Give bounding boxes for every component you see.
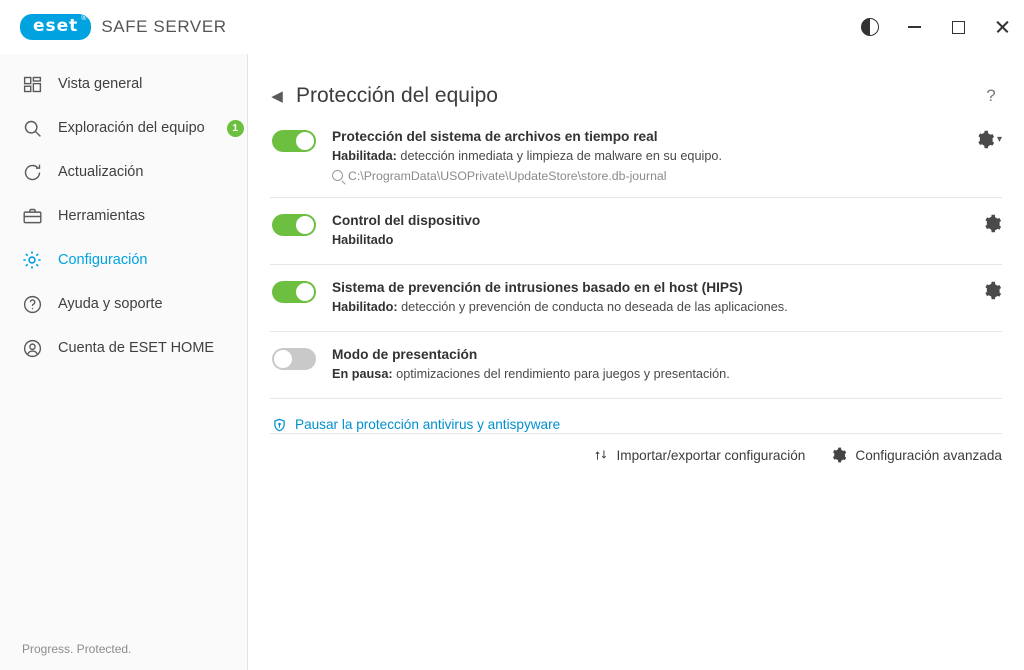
sidebar-item-label: Exploración del equipo — [58, 120, 205, 136]
sidebar-nav — [0, 54, 247, 370]
window-body — [0, 54, 1024, 670]
help-question-icon[interactable]: ? — [986, 86, 996, 105]
gear-icon[interactable] — [983, 281, 1002, 300]
overview-icon — [20, 72, 44, 96]
row-state-text: optimizaciones del rendimiento para juegos y presentación. — [392, 367, 730, 382]
list-item — [270, 116, 1002, 198]
contrast-icon — [861, 18, 879, 36]
main-panel — [248, 54, 1024, 670]
chevron-down-icon[interactable]: ▾ — [996, 134, 1002, 145]
row-state-label: Habilitada: — [332, 149, 397, 164]
sidebar-item-settings[interactable] — [0, 238, 247, 282]
app-logo — [20, 14, 227, 40]
gear-icon — [831, 447, 847, 463]
row-path-text: C:\ProgramData\USOPrivate\UpdateStore\store.db-journal — [348, 168, 667, 183]
device-control-toggle[interactable] — [272, 214, 316, 236]
sidebar-item-label: Herramientas — [58, 208, 146, 224]
eset-logo-badge — [20, 14, 91, 40]
sidebar-item-computer-scan[interactable] — [0, 106, 247, 150]
gear-icon[interactable] — [976, 130, 995, 149]
status-text: Progress. Protected. — [22, 642, 132, 656]
row-subtitle — [332, 365, 1002, 383]
sidebar-item-eset-home-account[interactable] — [0, 326, 247, 370]
sidebar-item-label: Vista general — [58, 76, 143, 92]
settings-list — [248, 116, 1024, 433]
product-name: SAFE SERVER — [101, 17, 227, 36]
advanced-settings-label: Configuración avanzada — [855, 447, 1002, 463]
settings-icon — [20, 248, 44, 272]
row-state-label: En pausa: — [332, 367, 393, 382]
advanced-settings-button[interactable] — [831, 447, 1002, 463]
row-state-label: Habilitado — [332, 233, 394, 248]
pause-protection-link[interactable] — [270, 399, 1002, 433]
row-state-text: detección y prevención de conducta no deseada de las aplicaciones. — [397, 300, 788, 315]
tools-icon — [20, 204, 44, 228]
page-title: Protección del equipo — [296, 84, 498, 107]
scan-icon — [20, 116, 44, 140]
row-actions — [983, 212, 1002, 233]
eset-logo-text: eset — [33, 16, 79, 36]
gear-icon[interactable] — [983, 214, 1002, 233]
row-state-text: detección inmediata y limpieza de malware en su equipo. — [396, 149, 722, 164]
scan-badge-count: 1 — [227, 120, 244, 137]
hips-toggle[interactable] — [272, 281, 316, 303]
window-controls — [848, 0, 1024, 54]
registered-mark: ® — [80, 14, 89, 22]
row-subtitle — [332, 298, 971, 316]
sidebar-item-label: Ayuda y soporte — [58, 296, 163, 312]
list-item — [270, 265, 1002, 332]
row-subtitle — [332, 231, 971, 249]
realtime-protection-toggle[interactable] — [272, 130, 316, 152]
row-title: Protección del sistema de archivos en tiempo real — [332, 129, 658, 144]
row-state-label: Habilitado: — [332, 300, 398, 315]
back-button[interactable]: ◀ — [271, 88, 283, 105]
magnifier-icon — [332, 170, 343, 181]
shield-icon — [272, 417, 287, 433]
import-export-icon — [594, 447, 608, 463]
sidebar-item-tools[interactable] — [0, 194, 247, 238]
footer-bar — [270, 433, 1002, 477]
sidebar — [0, 54, 248, 670]
row-text — [332, 346, 1002, 384]
maximize-button[interactable] — [936, 6, 980, 48]
row-title: Control del dispositivo — [332, 212, 481, 228]
sidebar-item-help-support[interactable] — [0, 282, 247, 326]
row-subtitle — [332, 147, 964, 165]
row-text — [332, 279, 971, 317]
row-actions — [983, 279, 1002, 300]
row-path — [332, 169, 964, 183]
contrast-button[interactable] — [848, 6, 892, 48]
list-item — [270, 198, 1002, 265]
help-icon — [20, 292, 44, 316]
row-title: Modo de presentación — [332, 346, 478, 362]
presentation-mode-toggle[interactable] — [272, 348, 316, 370]
close-icon — [995, 20, 1009, 34]
update-icon — [20, 160, 44, 184]
row-text — [332, 212, 971, 250]
pause-protection-label: Pausar la protección antivirus y antispyware — [295, 417, 561, 433]
close-button[interactable] — [980, 6, 1024, 48]
maximize-icon — [952, 21, 965, 34]
minimize-icon — [908, 26, 921, 28]
row-title: Sistema de prevención de intrusiones basado en el host (HIPS) — [332, 279, 743, 295]
main-header — [248, 54, 1024, 116]
import-export-label: Importar/exportar configuración — [616, 447, 806, 463]
sidebar-item-label: Configuración — [58, 252, 148, 268]
list-item — [270, 332, 1002, 399]
import-export-settings-button[interactable] — [594, 447, 805, 463]
account-icon — [20, 336, 44, 360]
sidebar-item-label: Cuenta de ESET HOME — [58, 340, 215, 356]
sidebar-item-update[interactable] — [0, 150, 247, 194]
sidebar-item-overview[interactable] — [0, 62, 247, 106]
minimize-button[interactable] — [892, 6, 936, 48]
row-actions — [976, 128, 1002, 149]
sidebar-item-label: Actualización — [58, 164, 144, 180]
row-text — [332, 128, 964, 183]
title-bar — [0, 0, 1024, 54]
